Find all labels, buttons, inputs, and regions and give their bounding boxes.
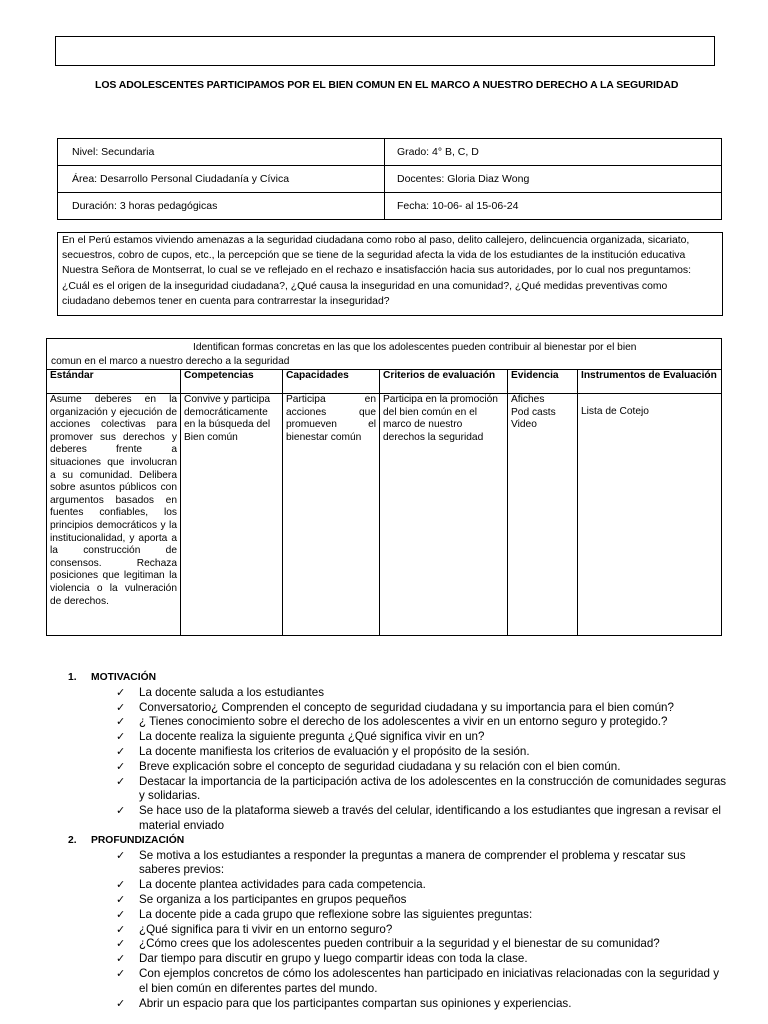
- purpose-line-2: comun en el marco a nuestro derecho a la seguridad: [51, 356, 290, 367]
- grado-cell: Grado: 4° B, C, D: [385, 139, 722, 166]
- header-box: [55, 36, 715, 66]
- criterios-cell: Participa en la promoción del bien común en el marco de nuestro derechos la seguridad: [380, 394, 508, 636]
- nivel-cell: Nivel: Secundaria: [58, 139, 385, 166]
- capacidades-cell: Participa en acciones que promueven el bienestar común: [283, 394, 380, 636]
- check-icon: ✓: [116, 730, 126, 744]
- purpose-line-1: Identifican formas concretas en las que los adolescentes pueden contribuir al bienestar por el bien: [193, 342, 637, 353]
- list-item: ✓ Dar tiempo para discutir en grupo y luego compartir ideas con toda la clase.: [116, 952, 528, 966]
- check-icon: ✓: [116, 878, 126, 892]
- list-item: ✓ La docente manifiesta los criterios de evaluación y el propósito de la sesión.: [116, 744, 530, 758]
- evidencia-item: Pod casts: [511, 406, 556, 418]
- list-item: ✓ ¿Cómo crees que los adolescentes pueden contribuir a la seguridad y el bienestar de su comunidad?: [116, 937, 660, 951]
- instrumentos-value: Lista de Cotejo: [581, 406, 649, 417]
- list-item: ✓ Destacar la importancia de la participación activa de los adolescentes en la construcción de comunidades seguras y solidarias.: [116, 774, 727, 803]
- list-item: ✓ La docente plantea actividades para cada competencia.: [116, 878, 426, 892]
- list-item: ✓ La docente realiza la siguiente pregunta ¿Qué significa vivir en un?: [116, 730, 485, 744]
- check-icon: ✓: [116, 744, 126, 758]
- competencias-cell: Convive y participa democráticamente en la búsqueda del Bien común: [181, 394, 283, 636]
- check-icon: ✓: [116, 952, 126, 966]
- instrumentos-cell: [578, 394, 722, 636]
- header-capacidades: Capacidades: [283, 370, 380, 394]
- header-competencias: Competencias: [181, 370, 283, 394]
- check-icon: ✓: [116, 804, 126, 818]
- list-item: ✓ Con ejemplos concretos de cómo los adolescentes han participado en iniciativas relacionadas con la seguridad y el bien común en diferentes partes del mundo.: [116, 966, 720, 995]
- docentes-cell: Docentes: Gloria Diaz Wong: [385, 166, 722, 193]
- info-table: [57, 138, 722, 220]
- list-item: ✓ ¿Qué significa para ti vivir en un entorno seguro?: [116, 922, 393, 936]
- estandar-cell: Asume deberes en la organización y ejecución de acciones colectivas para promover sus derechos y deberes frente a situaciones que involucran a su comunidad. Delibera sobre asuntos públicos con argumentos basados en fuentes confiables, los principios democráticos y la institucionalidad, y aporta a la construcción de consensos. Rechaza posiciones que legitiman la violencia o la vulneración de derechos.: [47, 394, 181, 636]
- document-title: LOS ADOLESCENTES PARTICIPAMOS POR EL BIEN COMUN EN EL MARCO A NUESTRO DERECHO A LA SEGURIDAD: [95, 79, 679, 91]
- section-title: [68, 834, 728, 849]
- section-title-text: MOTIVACIÓN: [91, 672, 157, 683]
- header-instrumentos: Instrumentos de Evaluación: [578, 370, 722, 394]
- list-item: ✓ Se motiva a los estudiantes a responder la preguntas a manera de comprender el problema y rescatar sus saberes previos:: [116, 848, 686, 877]
- section-number: 2.: [68, 834, 77, 846]
- header-evidencia: Evidencia: [508, 370, 578, 394]
- duracion-cell: Duración: 3 horas pedagógicas: [58, 193, 385, 220]
- section-title-text: PROFUNDIZACIÓN: [91, 834, 185, 846]
- check-icon: ✓: [116, 848, 126, 862]
- section-number: 1.: [68, 672, 77, 683]
- check-icon: ✓: [116, 966, 126, 980]
- check-icon: ✓: [116, 715, 126, 729]
- section-title: [68, 671, 728, 686]
- check-icon: ✓: [116, 759, 126, 773]
- header-estandar: Estándar: [47, 370, 181, 394]
- check-icon: ✓: [116, 907, 126, 921]
- plan-table: [46, 338, 722, 636]
- evidencia-cell: [508, 394, 578, 636]
- check-icon: ✓: [116, 922, 126, 936]
- check-icon: ✓: [116, 937, 126, 951]
- list-item: ✓ Se organiza a los participantes en grupos pequeños: [116, 892, 407, 906]
- list-item: ✓ Breve explicación sobre el concepto de seguridad ciudadana y su relación con el bien común.: [116, 759, 621, 773]
- list-item: ✓ La docente saluda a los estudiantes: [116, 685, 324, 699]
- list-item: ✓ ¿ Tienes conocimiento sobre el derecho de los adolescentes a vivir en un entorno seguro y protegido.?: [116, 715, 668, 729]
- check-icon: ✓: [116, 996, 126, 1010]
- evidencia-item: Video: [511, 419, 537, 431]
- list-item: ✓ Se hace uso de la plataforma sieweb a través del celular, identificando a los estudiantes que ingresan a revisar el material enviado: [116, 804, 721, 832]
- fecha-cell: Fecha: 10-06- al 15-06-24: [385, 193, 722, 220]
- evidencia-item: Afiches: [511, 394, 545, 405]
- check-icon: ✓: [116, 892, 126, 906]
- header-criterios: Criterios de evaluación: [380, 370, 508, 394]
- area-cell: Área: Desarrollo Personal Ciudadanía y Cívica: [58, 166, 385, 193]
- list-item: ✓ La docente pide a cada grupo que reflexione sobre las siguientes preguntas:: [116, 907, 533, 921]
- session-sections: [68, 671, 728, 1011]
- purpose-cell: [47, 339, 722, 370]
- situation-box: En el Perú estamos viviendo amenazas a la seguridad ciudadana como robo al paso, delito callejero, delincuencia organizada, sicariato, secuestros, cobro de cupos, etc., la percepción que se tiene de la seguridad afecta la vida de los estudiantes de la institución educativa Nuestra Señora de Montserrat, lo cual se ve reflejado en el rechazo e insatisfacción hacia sus autoridades, por lo cual nos preguntamos: ¿Cuál es el origen de la inseguridad ciudadana?, ¿Qué causa la inseguridad en una comunidad?, ¿Qué medidas preventivas como ciudadano debemos tener en cuenta para contrarrestar la inseguridad?: [57, 232, 723, 316]
- check-icon: ✓: [116, 774, 126, 788]
- list-item: ✓ Conversatorio¿ Comprenden el concepto de seguridad ciudadana y su importancia para el bien común?: [116, 700, 674, 714]
- check-icon: ✓: [116, 685, 126, 699]
- list-item: ✓ Abrir un espacio para que los participantes compartan sus opiniones y experiencias.: [116, 996, 572, 1010]
- check-icon: ✓: [116, 700, 126, 714]
